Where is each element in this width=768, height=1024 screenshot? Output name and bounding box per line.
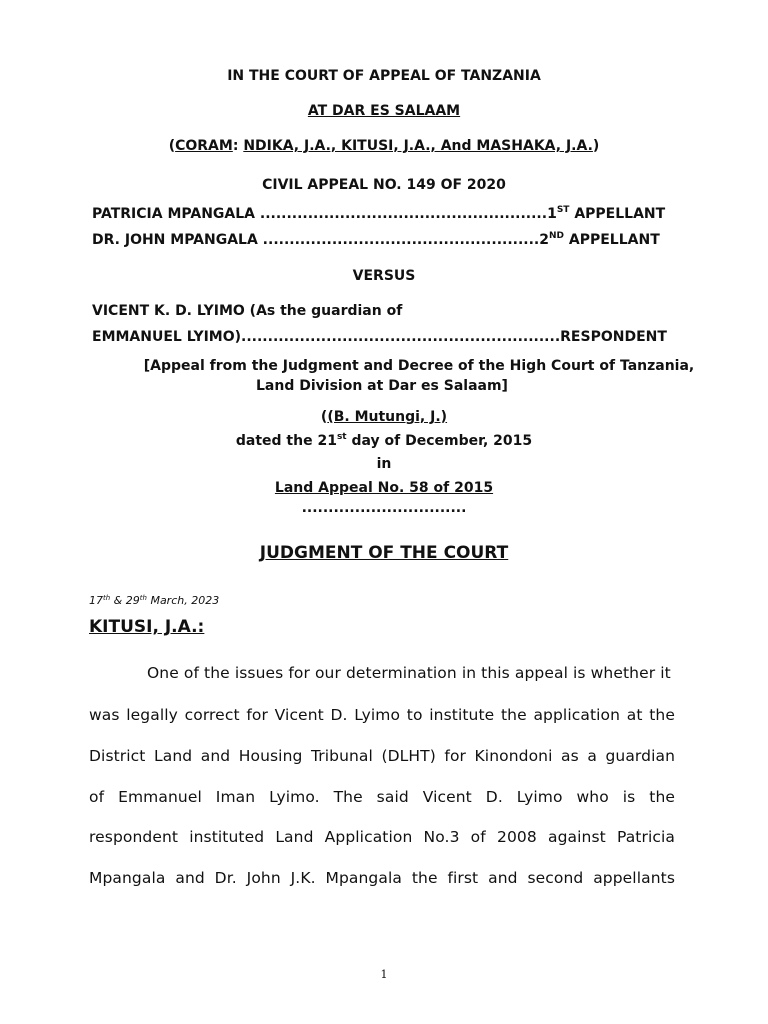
land-appeal-number: Land Appeal No. 58 of 2015 <box>274 480 494 496</box>
judgment-author: KITUSI, J.A.: <box>89 617 205 637</box>
appeal-from-line-2: Land Division at Dar es Salaam] <box>256 378 508 394</box>
appellant-1-name: PATRICIA MPANGALA <box>92 206 255 222</box>
appeal-from-line-1: [Appeal from the Judgment and Decree of the High Court of Tanzania, <box>143 358 695 374</box>
in-word: in <box>376 456 392 472</box>
judgment-title: JUDGMENT OF THE COURT <box>259 543 509 563</box>
body-line-6: Mpangala and Dr. John J.K. Mpangala the first and second appellants <box>89 869 675 887</box>
dated-line: dated the 21st day of December, 2015 <box>235 432 533 449</box>
respondent-line-1: VICENT K. D. LYIMO (As the guardian of <box>92 303 403 319</box>
page-number: 1 <box>380 968 388 981</box>
coram-line: (CORAM: NDIKA, J.A., KITUSI, J.A., And MASHAKA, J.A.) <box>168 138 600 154</box>
court-location: AT DAR ES SALAAM <box>307 103 461 119</box>
body-line-5: respondent instituted Land Application No.3 of 2008 against Patricia <box>89 828 675 846</box>
respondent-line-2: EMMANUEL LYIMO)............................................................RESPONDENT <box>92 329 667 345</box>
case-number: CIVIL APPEAL NO. 149 OF 2020 <box>262 177 506 193</box>
versus: VERSUS <box>352 268 416 284</box>
hearing-dates: 17th & 29th March, 2023 <box>89 594 220 607</box>
court-title: IN THE COURT OF APPEAL OF TANZANIA <box>227 68 541 84</box>
body-line-1: One of the issues for our determination in this appeal is whether it <box>147 664 671 682</box>
separator-dots: ............................... <box>301 500 467 516</box>
appellant-1-line: PATRICIA MPANGALA ......................................................1ST APPELLANT <box>92 205 666 222</box>
body-line-3: District Land and Housing Tribunal (DLHT) for Kinondoni as a guardian <box>89 747 675 765</box>
body-line-2: was legally correct for Vicent D. Lyimo to institute the application at the <box>89 706 675 724</box>
appellant-2-name: DR. JOHN MPANGALA <box>92 232 258 248</box>
body-line-4: of Emmanuel Iman Lyimo. The said Vicent D. Lyimo who is the <box>89 788 675 806</box>
high-court-judge: ((B. Mutungi, J.) <box>320 409 448 425</box>
appellant-2-line: DR. JOHN MPANGALA ....................................................2ND APPELLANT <box>92 231 660 248</box>
